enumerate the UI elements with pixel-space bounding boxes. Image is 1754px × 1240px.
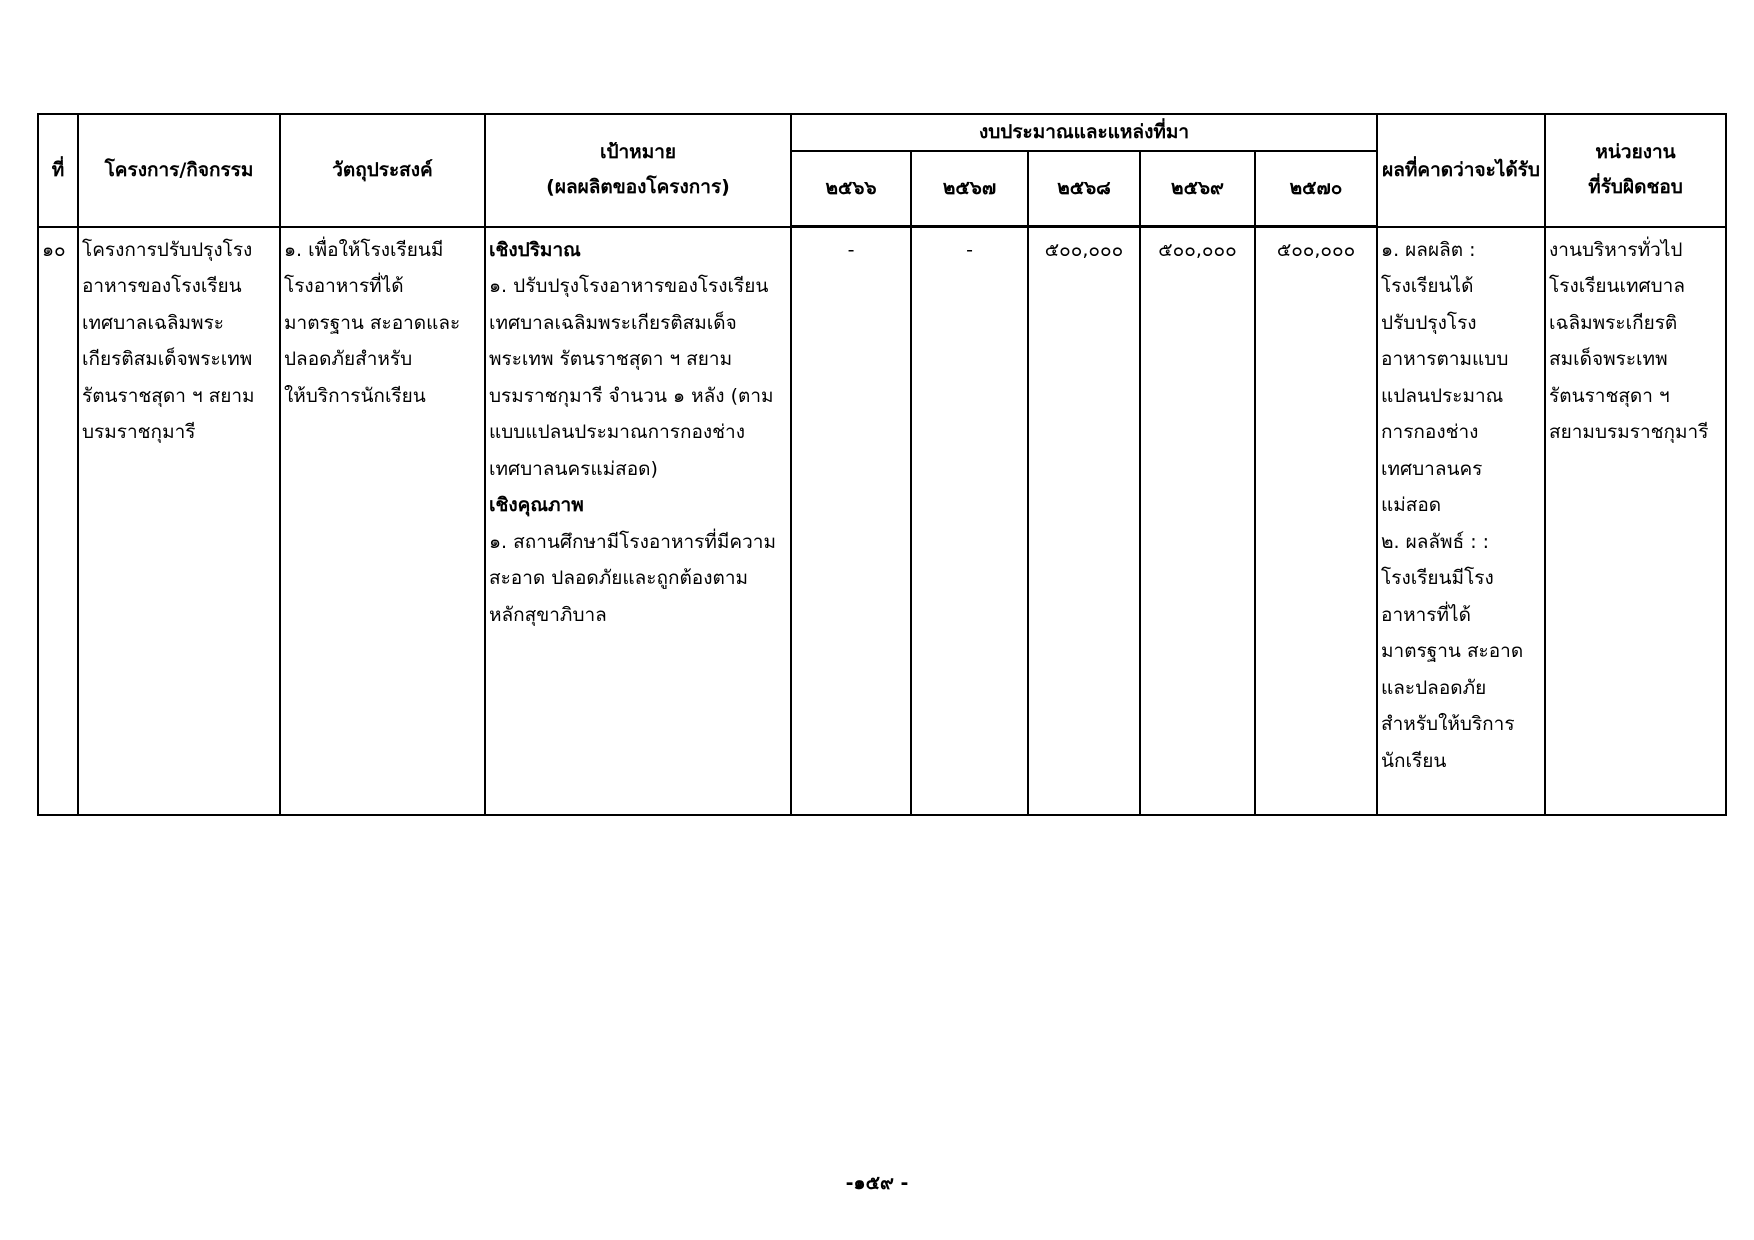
target-line: ๑. ปรับปรุงโรงอาหารของโรงเรียน	[489, 275, 769, 297]
project-line: อาหารของโรงเรียน	[82, 275, 242, 297]
cell-target	[485, 227, 791, 816]
unit-line: งานบริหารทั่วไป	[1549, 238, 1683, 261]
header-objective: วัตถุประสงค์	[280, 114, 485, 227]
expected-line: โรงเรียนได้	[1381, 275, 1474, 297]
target-line: เทศบาลเฉลิมพระเกียรติสมเด็จ	[489, 311, 737, 334]
project-line: โครงการปรับปรุงโรง	[82, 238, 253, 261]
header-target	[485, 114, 791, 227]
cell-budget-2570	[1255, 227, 1377, 816]
target-line: ๑. สถานศึกษามีโรงอาหารที่มีความ	[489, 530, 776, 553]
expected-line: สำหรับให้บริการ	[1381, 713, 1515, 735]
budget-value: -	[966, 239, 973, 261]
cell-budget-2567	[911, 227, 1028, 816]
objective-line: ปลอดภัยสำหรับ	[284, 348, 413, 370]
header-row-top	[38, 114, 1726, 151]
expected-line: แปลนประมาณ	[1381, 384, 1504, 407]
expected-line: การกองช่าง	[1381, 421, 1479, 443]
project-line: บรมราชกุมารี	[82, 421, 196, 443]
cell-responsible-unit	[1545, 227, 1726, 816]
target-line: พระเทพ รัตนราชสุดา ฯ สยาม	[489, 348, 733, 370]
project-line: เทศบาลเฉลิมพระ	[82, 311, 224, 334]
header-year: ๒๕๖๙	[1140, 151, 1255, 227]
unit-line: สมเด็จพระเทพ	[1549, 348, 1668, 370]
expected-line: อาหารตามแบบ	[1381, 348, 1509, 370]
row-number: ๑๐	[42, 238, 66, 261]
budget-value: ๕๐๐,๐๐๐	[1044, 239, 1124, 261]
header-expected-result: ผลที่คาดว่าจะได้รับ	[1377, 114, 1545, 227]
budget-value: -	[847, 239, 855, 261]
header-budget-group: งบประมาณและแหล่งที่มา	[791, 114, 1377, 151]
target-line: สะอาด ปลอดภัยและถูกต้องตาม	[489, 567, 749, 589]
target-line: หลักสุขาภิบาล	[489, 603, 607, 626]
page-number: -๑๕๙ -	[845, 1172, 909, 1194]
target-line: เทศบาลนครแม่สอด)	[489, 457, 658, 480]
header-project: โครงการ/กิจกรรม	[78, 114, 280, 227]
target-line: บรมราชกุมารี จำนวน ๑ หลัง (ตาม	[489, 384, 774, 407]
budget-value: ๕๐๐,๐๐๐	[1158, 239, 1237, 261]
unit-line: เฉลิมพระเกียรติ	[1549, 311, 1678, 334]
expected-line: ปรับปรุงโรง	[1381, 311, 1477, 334]
unit-line: รัตนราชสุดา ฯ	[1549, 384, 1670, 407]
header-year: ๒๕๖๘	[1028, 151, 1140, 227]
cell-budget-2569	[1140, 227, 1255, 816]
cell-expected-result	[1377, 227, 1545, 816]
cell-project	[78, 227, 280, 816]
cell-budget-2566	[791, 227, 911, 816]
cell-objective	[280, 227, 485, 816]
target-heading-quality: เชิงคุณภาพ	[489, 494, 584, 516]
cell-budget-2568	[1028, 227, 1140, 816]
objective-line: มาตรฐาน สะอาดและ	[284, 311, 461, 334]
unit-line: โรงเรียนเทศบาล	[1549, 275, 1685, 297]
expected-line: นักเรียน	[1381, 749, 1447, 772]
expected-line: แม่สอด	[1381, 494, 1442, 516]
objective-line: โรงอาหารที่ได้	[284, 275, 404, 297]
table-row	[38, 227, 1726, 816]
objective-line: ๑. เพื่อให้โรงเรียนมี	[284, 238, 444, 261]
project-line: รัตนราชสุดา ฯ สยาม	[82, 384, 255, 407]
target-line: แบบแปลนประมาณการกองช่าง	[489, 421, 746, 443]
header-year: ๒๕๗๐	[1255, 151, 1377, 227]
header-unit-line1: หน่วยงาน	[1595, 141, 1676, 164]
objective-line: ให้บริการนักเรียน	[284, 384, 426, 407]
header-year: ๒๕๖๖	[791, 151, 911, 227]
expected-line: มาตรฐาน สะอาด	[1381, 640, 1524, 662]
header-unit-line2: ที่รับผิดชอบ	[1588, 176, 1683, 199]
expected-line: เทศบาลนคร	[1381, 457, 1483, 480]
header-target-line1: เป้าหมาย	[599, 141, 677, 164]
expected-line: อาหารที่ได้	[1381, 603, 1471, 626]
header-year: ๒๕๖๗	[911, 151, 1028, 227]
header-target-line2: (ผลผลิตของโครงการ)	[546, 176, 730, 199]
expected-line: ๒. ผลลัพธ์ : :	[1381, 530, 1490, 553]
header-responsible-unit	[1545, 114, 1726, 227]
cell-no	[38, 227, 78, 816]
project-line: เกียรติสมเด็จพระเทพ	[82, 348, 253, 370]
expected-line: และปลอดภัย	[1381, 676, 1487, 699]
project-plan-table	[37, 113, 1727, 816]
expected-line: ๑. ผลผลิต :	[1381, 238, 1476, 261]
expected-line: โรงเรียนมีโรง	[1381, 567, 1494, 589]
budget-value: ๕๐๐,๐๐๐	[1276, 239, 1356, 261]
target-heading-quantity: เชิงปริมาณ	[489, 238, 581, 261]
header-no: ที่	[38, 114, 78, 227]
unit-line: สยามบรมราชกุมารี	[1549, 421, 1709, 443]
